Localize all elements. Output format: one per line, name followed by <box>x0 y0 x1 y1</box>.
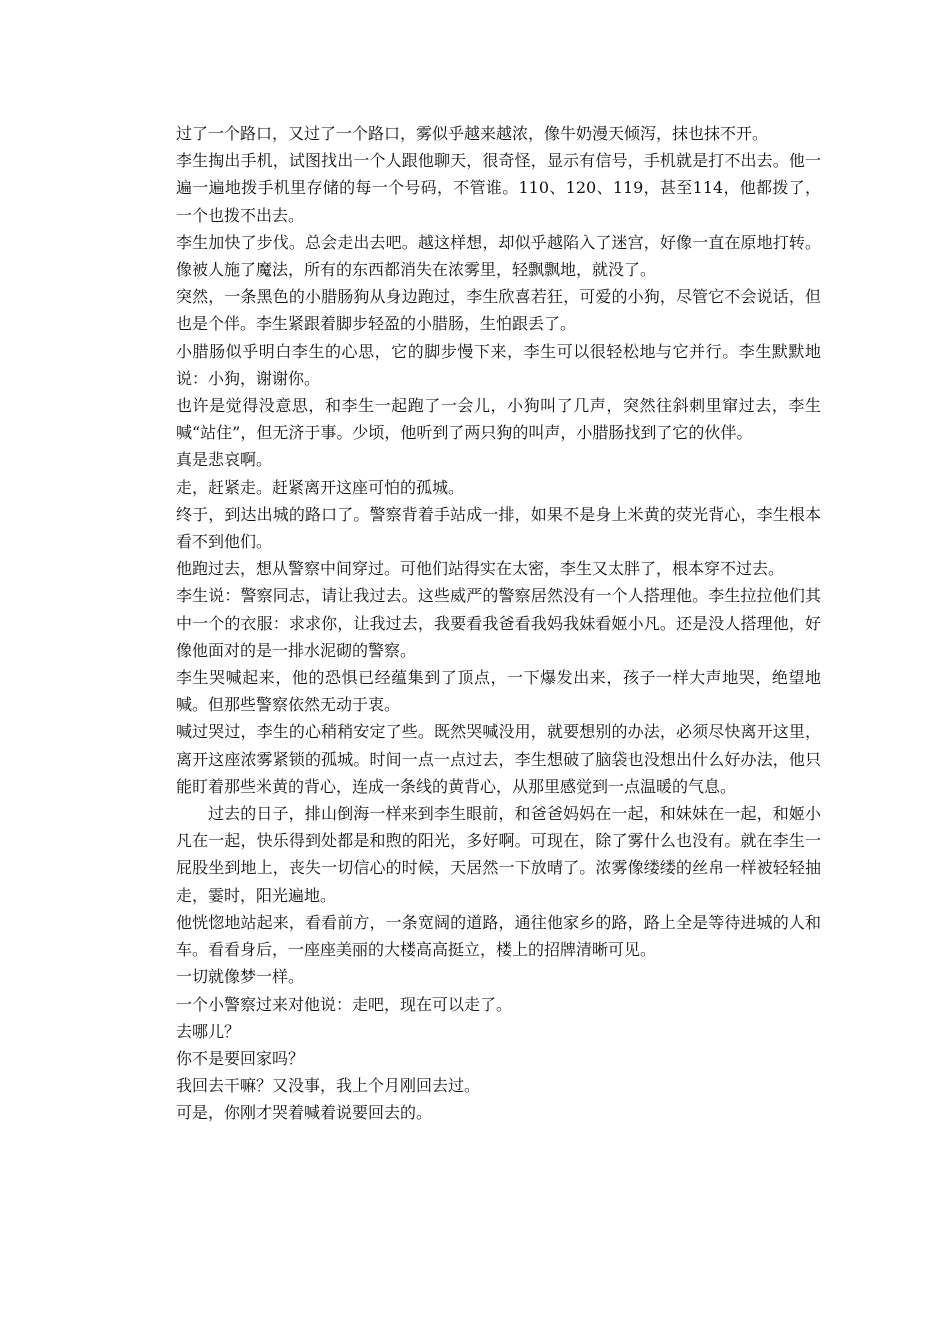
paragraph: 一切就像梦一样。 <box>176 967 305 987</box>
paragraph: 他跑过去，想从警察中间穿过。可他们站得实在太密，李生又太胖了，根本穿不过去。 <box>176 559 785 579</box>
paragraph: 也许是觉得没意思，和李生一起跑了一会儿，小狗叫了几声，突然往斜刺里窜过去，李生喊“站住”，但无济于事。少顷，他听到了两只狗的叫声，小腊肠找到了它的伙伴。 <box>176 396 821 443</box>
paragraph: 突然，一条黑色的小腊肠狗从身边跑过，李生欣喜若狂，可爱的小狗，尽管它不会说话，但也是个伴。李生紧跟着脚步轻盈的小腊肠，生怕跟丢了。 <box>176 287 821 334</box>
paragraph: 可是，你刚才哭着喊着说要回去的。 <box>176 1103 433 1123</box>
paragraph: 他恍惚地站起来，看看前方，一条宽阔的道路，通往他家乡的路，路上全是等待进城的人和车。看看身后，一座座美丽的大楼高高挺立，楼上的招牌清晰可见。 <box>176 912 821 960</box>
paragraph-indented: 过去的日子，排山倒海一样来到李生眼前，和爸爸妈妈在一起，和妹妹在一起，和姬小凡在一起，快乐得到处都是和煦的阳光，多好啊。可现在，除了雾什么也没有。就在李生一屁股坐到地上，丧失一切信心的时候，天居然一下放晴了。浓雾像缕缕的丝帛一样被轻轻抽走，霎时，阳光遍地。 <box>176 804 821 905</box>
paragraph: 终于，到达出城的路口了。警察背着手站成一排，如果不是身上米黄的荧光背心，李生根本看不到他们。 <box>176 504 821 552</box>
paragraph: 真是悲哀啊。 <box>176 450 273 470</box>
paragraph: 去哪儿？ <box>176 1021 241 1041</box>
paragraph: 喊过哭过，李生的心稍稍安定了些。既然哭喊没用，就要想别的办法，必须尽快离开这里，离开这座浓雾紧锁的孤城。时间一点一点过去，李生想破了脑袋也没想出什么好办法，他只能盯着那些米黄的背心，连成一条线的黄背心，从那里感觉到一点温暖的气息。 <box>176 722 821 796</box>
paragraph: 李生说：警察同志，请让我过去。这些威严的警察居然没有一个人搭理他。李生拉拉他们其中一个的衣服：求求你，让我过去，我要看我爸看我妈我妹看姬小凡。还是没人搭理他，好像他面对的是一排水泥砌的警察。 <box>176 586 821 660</box>
paragraph: 小腊肠似乎明白李生的心思，它的脚步慢下来，李生可以很轻松地与它并行。李生默默地说：小狗，谢谢你。 <box>176 341 821 388</box>
paragraph: 李生哭喊起来，他的恐惧已经蕴集到了顶点，一下爆发出来，孩子一样大声地哭，绝望地喊。但那些警察依然无动于衷。 <box>176 668 821 715</box>
paragraph: 走，赶紧走。赶紧离开这座可怕的孤城。 <box>176 477 465 497</box>
paragraph: 你不是要回家吗？ <box>176 1048 305 1068</box>
paragraph: 李生掏出手机，试图找出一个人跟他聊天，很奇怪，显示有信号，手机就是打不出去。他一遍一遍地拨手机里存储的每一个号码，不管谁。110、120、119，甚至114，他都拨了，一个也拨不出去。 <box>176 151 821 225</box>
paragraph: 李生加快了步伐。总会走出去吧。越这样想，却似乎越陷入了迷宫，好像一直在原地打转。像被人施了魔法，所有的东西都消失在浓雾里，轻飘飘地，就没了。 <box>176 232 821 280</box>
paragraph: 过了一个路口，又过了一个路口，雾似乎越来越浓，像牛奶漫天倾泻，抹也抹不开。 <box>176 124 769 143</box>
document-body <box>176 120 821 1127</box>
paragraph: 一个小警察过来对他说：走吧，现在可以走了。 <box>176 994 513 1014</box>
paragraph: 我回去干嘛？又没事，我上个月刚回去过。 <box>176 1076 481 1096</box>
